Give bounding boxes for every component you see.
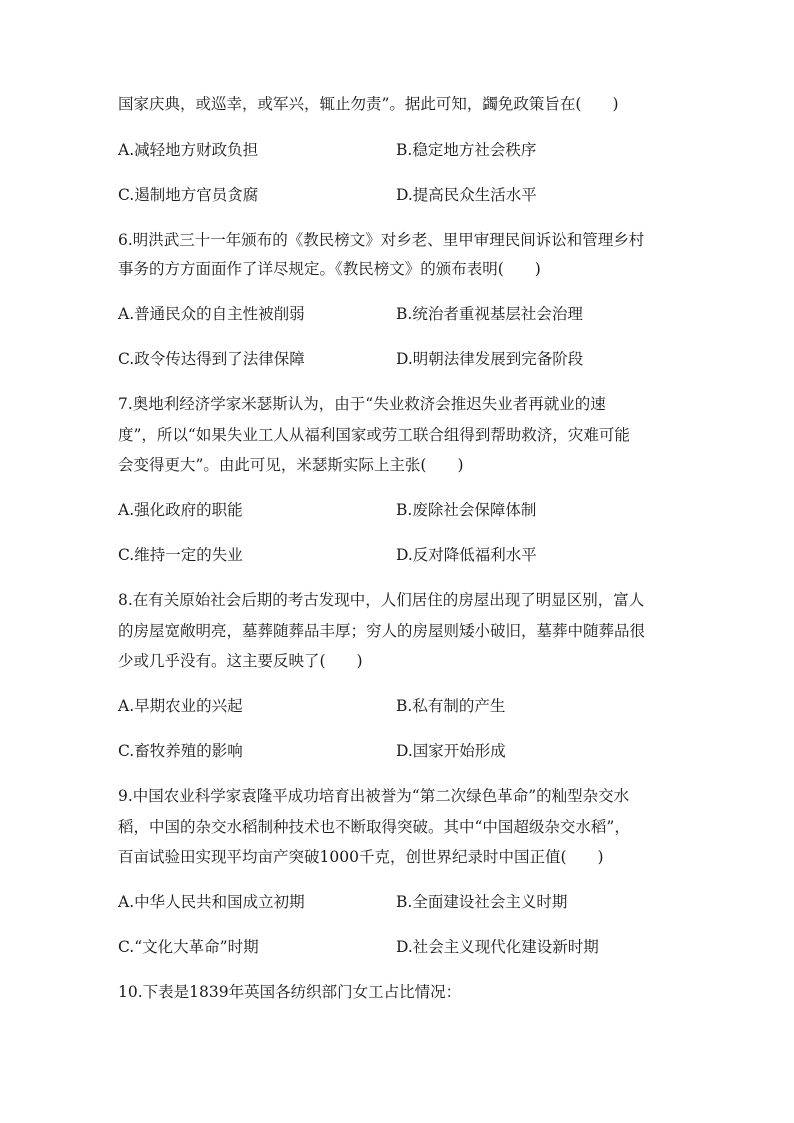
- q7-stem-line-1: 7.奥地利经济学家米瑟斯认为，由于“失业救济会推迟失业者再就业的速: [118, 395, 606, 413]
- q10-stem-line-1: 10.下表是1839年英国各纺织部门女工占比情况：: [118, 983, 462, 1001]
- q6-option-c: C.政令传达得到了法律保障: [118, 350, 305, 368]
- q7-option-d: D.反对降低福利水平: [396, 546, 537, 564]
- q7-option-c: C.维持一定的失业: [118, 546, 243, 564]
- q8-stem-line-3: 少或几乎没有。这主要反映了( ): [118, 652, 363, 670]
- q7-option-b: B.废除社会保障体制: [396, 501, 537, 519]
- q7-stem-line-2: 度”，所以“如果失业工人从福利国家或劳工联合组得到帮助救济，灾难可能: [118, 426, 630, 444]
- q9-option-d: D.社会主义现代化建设新时期: [396, 938, 599, 956]
- q9-option-c: C.“文化大革命”时期: [118, 938, 259, 956]
- q5-option-c: C.遏制地方官员贪腐: [118, 186, 259, 204]
- q9-stem-line-1: 9.中国农业科学家袁隆平成功培育出被誉为“第二次绿色革命”的籼型杂交水: [118, 787, 630, 805]
- q7-stem-line-3: 会变得更大”。由此可见，米瑟斯实际上主张( ): [118, 456, 464, 474]
- q8-option-c: C.畜牧养殖的影响: [118, 742, 243, 760]
- q6-stem-line-2: 事务的方方面面作了详尽规定。《教民榜文》的颁布表明( ): [118, 260, 541, 278]
- q7-option-a: A.强化政府的职能: [118, 501, 243, 519]
- q9-stem-line-2: 稻，中国的杂交水稻制种技术也不断取得突破。其中“中国超级杂交水稻”，: [118, 818, 630, 836]
- q8-option-a: A.早期农业的兴起: [118, 697, 243, 715]
- q9-option-a: A.中华人民共和国成立初期: [118, 893, 305, 911]
- q6-option-d: D.明朝法律发展到完备阶段: [396, 350, 584, 368]
- q8-option-b: B.私有制的产生: [396, 697, 506, 715]
- q8-stem-line-2: 的房屋宽敞明亮，墓葬随葬品丰厚；穷人的房屋则矮小破旧，墓葬中随葬品很: [118, 622, 646, 640]
- q5-option-b: B.稳定地方社会秩序: [396, 141, 537, 159]
- q9-option-b: B.全面建设社会主义时期: [396, 893, 568, 911]
- q5-option-a: A.减轻地方财政负担: [118, 141, 259, 159]
- q9-stem-line-3: 百亩试验田实现平均亩产突破1000千克，创世界纪录时中国正值( ): [118, 848, 604, 866]
- q8-stem-line-1: 8.在有关原始社会后期的考古发现中，人们居住的房屋出现了明显区别，富人: [118, 591, 645, 609]
- q6-option-b: B.统治者重视基层社会治理: [396, 305, 583, 323]
- q8-option-d: D.国家开始形成: [396, 742, 506, 760]
- q5-option-d: D.提高民众生活水平: [396, 186, 537, 204]
- q6-option-a: A.普通民众的自主性被削弱: [118, 305, 305, 323]
- q6-stem-line-1: 6.明洪武三十一年颁布的《教民榜文》对乡老、里甲审理民间诉讼和管理乡村: [118, 231, 645, 249]
- q5-stem-tail: 国家庆典，或巡幸，或军兴，辄止勿责”。据此可知，蠲免政策旨在( ): [118, 95, 619, 113]
